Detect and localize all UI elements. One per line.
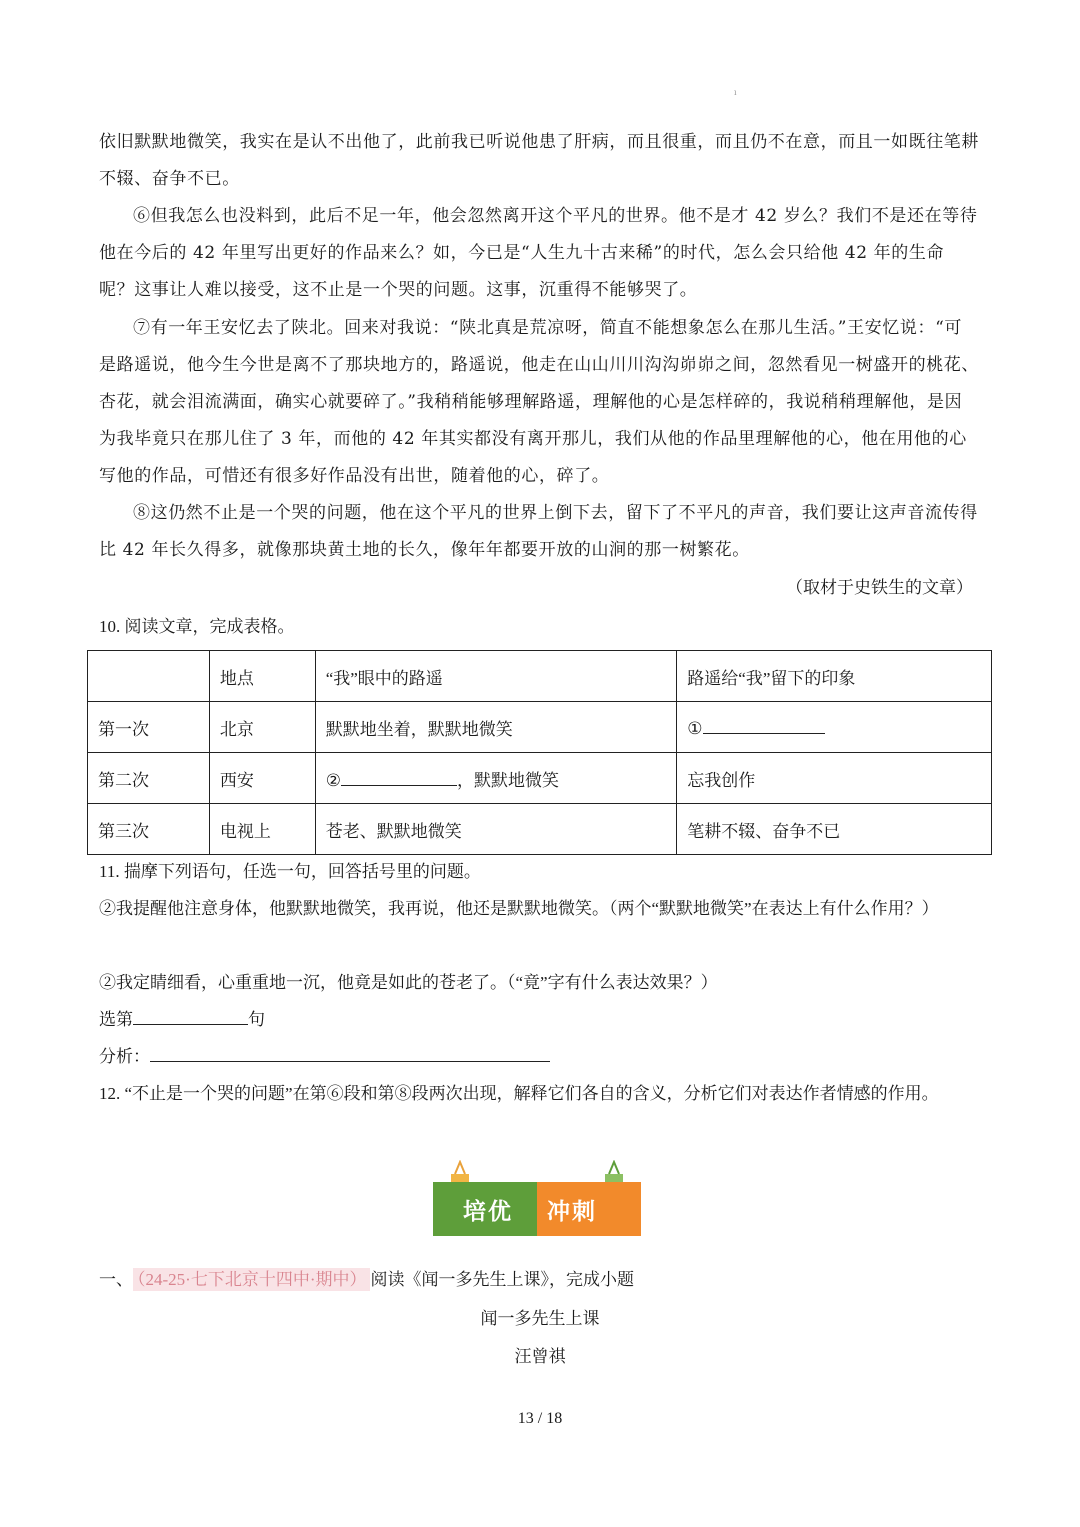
question-11-prompt: 11. 揣摩下列语句，任选一句，回答括号里的问题。: [99, 862, 481, 881]
table-cell: 西安: [209, 753, 315, 804]
question-11-choose: 选第 句: [99, 1001, 989, 1038]
article-title: 闻一多先生上课: [480, 1309, 600, 1329]
section-heading: 一、 （24-25·七下北京十四中·期中） 阅读《闻一多先生上课》，完成小题: [99, 1270, 634, 1289]
paragraph-5-tail: 依旧默默地微笑，我实在是认不出他了，此前我已听说他患了肝病，而且很重，而且仍不在意，而且一如既往笔耕不辍、奋争不已。: [99, 132, 979, 189]
question-11-analysis: 分析：: [99, 1038, 989, 1075]
table-cell: 第二次: [88, 753, 210, 804]
table-cell: [677, 702, 992, 753]
table-cell: 第一次: [88, 702, 210, 753]
cell-suffix: ，默默地微笑: [456, 770, 559, 790]
blank-label: ①: [687, 719, 703, 738]
table-header-cell: [88, 651, 210, 702]
table-cell: 第三次: [88, 804, 210, 855]
blank-label: ②: [325, 770, 341, 790]
paragraph-6: ⑥但我怎么也没料到，此后不足一年，他会忽然离开这个平凡的世界。他不是才 42 岁么？我们不是还在等待他在今后的 42 年里写出更好的作品来么？如，今已是“人生九十古来稀”的时代，怎么会只给他 42 年的生命呢？这事让人难以接受，这不止是一个哭的问题。这事，沉重得不能够哭了。: [99, 206, 978, 300]
choose-blank[interactable]: [133, 1006, 248, 1025]
table-header-row: [88, 651, 992, 702]
question-10-table: [87, 650, 992, 855]
table-row: [88, 804, 992, 855]
table-cell: [315, 753, 677, 804]
table-cell: 默默地坐着，默默地微笑: [315, 702, 677, 753]
table-cell: 忘我创作: [677, 753, 992, 804]
paragraph-8: ⑧这仍然不止是一个哭的问题，他在这个平凡的世界上倒下去，留下了不平凡的声音，我们要让这声音流传得比 42 年长久得多，就像那块黄土地的长久，像年年都要开放的山涧的那一树繁花。: [99, 503, 978, 560]
question-12: 12. “不止是一个哭的问题”在第⑥段和第⑧段两次出现，解释它们各自的含义，分析它们对表达作者情感的作用。: [99, 1084, 939, 1103]
analysis-blank[interactable]: [150, 1043, 550, 1062]
page-number: 13 / 18: [517, 1410, 563, 1427]
table-cell: 北京: [209, 702, 315, 753]
table-row: [88, 753, 992, 804]
table-cell: 苍老、默默地微笑: [315, 804, 677, 855]
answer-blank-2[interactable]: [341, 767, 457, 786]
table-row: [88, 702, 992, 753]
table-header-cell: 地点: [209, 651, 315, 702]
table-header-cell: “我”眼中的路遥: [315, 651, 677, 702]
passage-source: （取材于史铁生的文章）: [786, 578, 973, 598]
article-author: 汪曾祺: [514, 1347, 566, 1367]
question-11-sentence-2: ②我定睛细看，心重重地一沉，他竟是如此的苍老了。（“竟”字有什么表达效果？）: [99, 973, 718, 992]
question-11-sentence-1: ②我提醒他注意身体，他默默地微笑，我再说，他还是默默地微笑。（两个“默默地微笑”在表达上有什么作用？）: [99, 899, 939, 918]
table-header-cell: 路遥给“我”留下的印象: [677, 651, 992, 702]
table-cell: 电视上: [209, 804, 315, 855]
question-10-prompt: 10. 阅读文章，完成表格。: [99, 617, 295, 636]
table-cell: 笔耕不辍、奋争不已: [677, 804, 992, 855]
banner-left-text: 培优: [463, 1199, 513, 1225]
banner-right-text: 冲刺: [547, 1199, 597, 1225]
training-banner: [433, 1160, 641, 1236]
paragraph-7: ⑦有一年王安忆去了陕北。回来对我说：“陕北真是荒凉呀，简直不能想象怎么在那儿生活。”王安忆说：“可是路遥说，他今生今世是离不了那块地方的，路遥说，他走在山山川川沟沟峁峁之间，忽然看见一树盛开的桃花、杏花，就会泪流满面，确实心就要碎了。”我稍稍能够理解路遥，理解他的心是怎样碎的，我说稍稍理解他，是因为我毕竟只在那儿住了 3 年，而他的 42 年其实都没有离开那儿，我们从他的作品里理解他的心，他在用他的心写他的作品，可惜还有很多好作品没有出世，随着他的心，碎了。: [99, 318, 979, 486]
source-tag: （24-25·七下北京十四中·期中）: [133, 1268, 370, 1291]
scan-mark: ı: [734, 88, 737, 97]
answer-blank-1[interactable]: [703, 715, 825, 734]
